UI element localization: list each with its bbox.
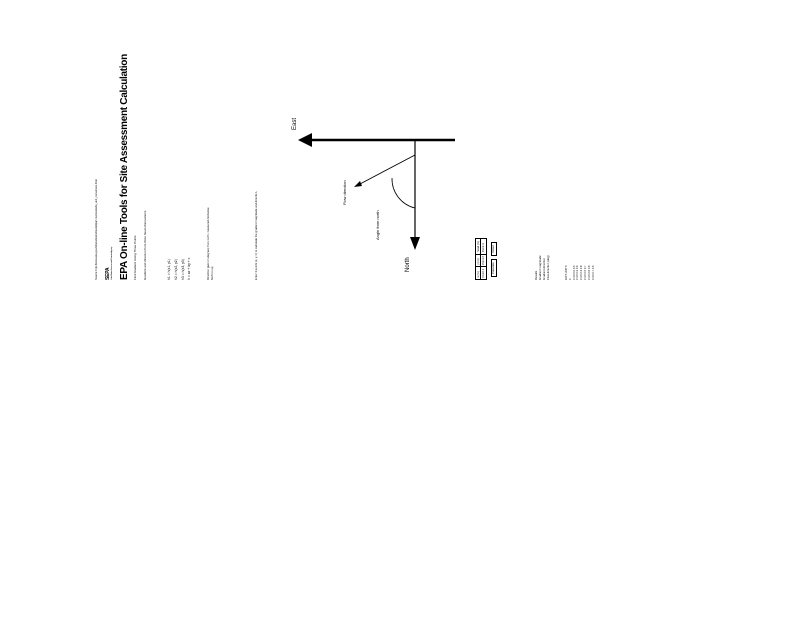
azimuth-label: Angle from north: [375, 210, 380, 240]
logo-text: SEPA: [105, 267, 111, 280]
equation-line: h3 = h(x3, y3): [180, 259, 185, 280]
equation-line: h2 = h(x2, y2): [173, 259, 178, 280]
north-label: North: [405, 257, 411, 272]
section-description: Gradient and direction from three head observations: [143, 210, 147, 280]
table-cell[interactable]: Point 2: [480, 256, 485, 265]
note-line: Direction given in degrees from north, measured clockwise: [206, 207, 210, 280]
section-subtitle: Find Gradient Using Three Points: [133, 235, 137, 280]
direction-diagram: [280, 0, 470, 280]
table-cell[interactable]: Point 3: [481, 239, 486, 254]
east-arrowhead: [298, 133, 312, 147]
notes-block: [207, 207, 216, 280]
table-cell: head (m): [475, 240, 480, 253]
flow-arrowhead: [354, 181, 362, 187]
east-label: East: [292, 117, 298, 130]
instruction-footnote: Enter 3 points (x, y, h) to calculate the gradient magnitude and direction.: [254, 190, 258, 280]
equation-line: h = ax + by + c: [187, 257, 192, 280]
table-line: 3 4.5 0.6 0.6: [587, 265, 591, 280]
table-line: 3 4.5 0.4 0.8: [580, 265, 584, 280]
table-line: 3 4.5 0.3 0.9: [576, 265, 580, 280]
table-line: 0: [568, 278, 572, 280]
calculate-button[interactable]: Calculate: [491, 259, 497, 277]
results-block: [535, 0, 551, 280]
logo-subtitle: United States Environmental Protection Agency: [111, 246, 114, 280]
page-title: EPA On-line Tools for Site Assessment Calculation: [119, 54, 130, 280]
table-line: DIST UNIT ft: [565, 265, 568, 280]
table-row: [481, 239, 486, 280]
note-line: North is up: [210, 266, 215, 280]
result-line: Gradient direction: [542, 257, 547, 280]
rotated-document-page: [95, 0, 655, 280]
table-line: 3 4.5 0.0 0.5: [572, 265, 576, 280]
equation-line: h1 = h(x1, y1): [167, 259, 171, 280]
azimuth-arc: [392, 178, 415, 208]
table-cell[interactable]: Point 1: [480, 268, 485, 278]
table-line: 3 4.5 0.5 0.7: [584, 265, 588, 280]
table-cell: y (m): [476, 254, 481, 267]
flow-direction-line: [360, 155, 415, 184]
north-arrowhead: [410, 237, 420, 250]
result-line: Gradient magnitude: [538, 255, 543, 280]
epa-logo: [105, 247, 114, 280]
input-form: [475, 0, 497, 280]
input-table: [475, 238, 487, 280]
result-line: Results: [534, 270, 538, 280]
form-buttons: [491, 0, 497, 280]
table-line: 3 4.5 0.7 0.5: [591, 265, 595, 280]
data-table-block: [565, 0, 596, 280]
equation-list: [167, 258, 194, 280]
table-cell: x (m): [476, 267, 481, 280]
reset-button[interactable]: Reset: [491, 242, 497, 255]
flow-label: Flow direction: [342, 180, 347, 205]
result-line: Flow direction (deg): [546, 255, 551, 280]
source-url-line: Source: http://www.epa.gov/athens/learn2model/part-two/onsite/ia_unit_conversion.html: [95, 179, 98, 280]
